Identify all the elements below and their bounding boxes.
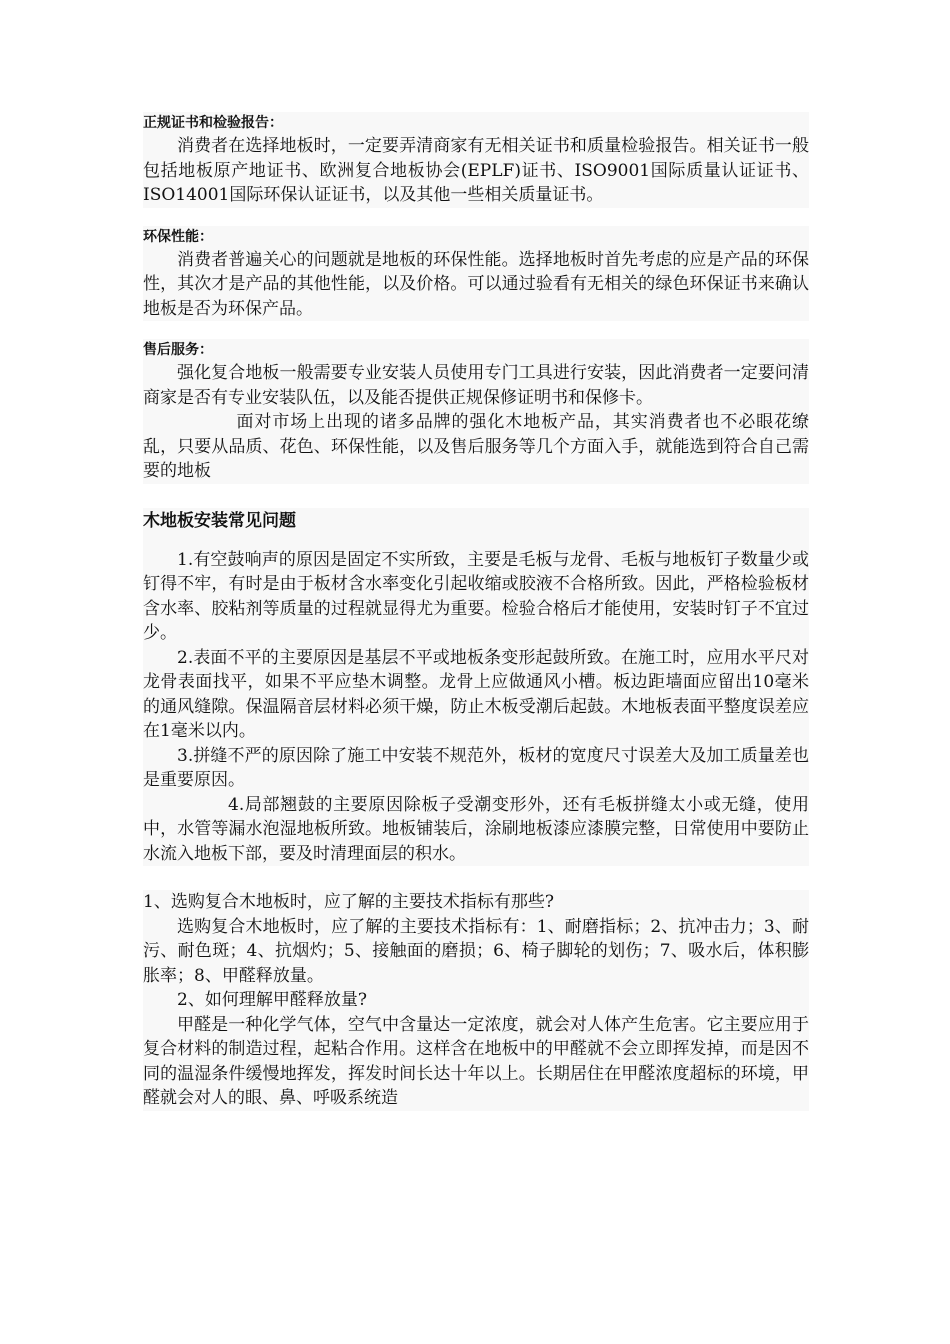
section-service (143, 339, 809, 484)
faq-question-1: 1、选购复合木地板时，应了解的主要技术指标有那些? (143, 892, 554, 912)
heading-eco: 环保性能： (143, 228, 213, 245)
faq-answer-1: 选购复合木地板时，应了解的主要技术指标有：1、耐磨指标；2、抗冲击力；3、耐污、耐色斑；4、抗烟灼；5、接触面的磨损；6、椅子脚轮的划伤；7、吸水后，体积膨胀率；8、甲醛释放量。 (143, 916, 809, 986)
heading-install: 木地板安装常见问题 (143, 510, 296, 531)
section-eco (143, 226, 809, 322)
paragraph-summary: 面对市场上出现的诸多品牌的强化木地板产品，其实消费者也不必眼花缭乱，只要从品质、花色、环保性能，以及售后服务等几个方面入手，就能选到符合自己需要的地板 (143, 412, 809, 481)
section-faq (143, 890, 809, 1111)
section-certificates (143, 112, 809, 208)
heading-certificates: 正规证书和检验报告： (143, 115, 283, 131)
install-item-2: 2.表面不平的主要原因是基层不平或地板条变形起鼓所致。在施工时，应用水平尺对龙骨表面找平，如果不平应垫木调整。龙骨上应做通风小槽。板边距墙面应留出10毫米的通风缝隙。保温隔音层材料必须干燥，防止木板受潮后起鼓。木地板表面平整度误差应在1毫米以内。 (143, 647, 809, 741)
section-install (143, 508, 809, 867)
document-page (143, 112, 809, 1111)
paragraph-certificates: 消费者在选择地板时，一定要弄清商家有无相关证书和质量检验报告。相关证书一般包括地板原产地证书、欧洲复合地板协会(EPLF)证书、ISO9001国际质量认证证书、ISO14001国际环保认证证书，以及其他一些相关质量证书。 (143, 136, 809, 205)
install-item-1: 1.有空鼓响声的原因是固定不实所致，主要是毛板与龙骨、毛板与地板钉子数量少或钉得不牢，有时是由于板材含水率变化引起收缩或胶液不合格所致。因此，严格检验板材含水率、胶粘剂等质量的过程就显得尤为重要。检验合格后才能使用，安装时钉子不宜过少。 (143, 549, 809, 643)
paragraph-eco: 消费者普遍关心的问题就是地板的环保性能。选择地板时首先考虑的应是产品的环保性，其次才是产品的其他性能，以及价格。可以通过验看有无相关的绿色环保证书来确认地板是否为环保产品。 (143, 249, 809, 319)
heading-service: 售后服务： (143, 342, 213, 358)
paragraph-service: 强化复合地板一般需要专业安装人员使用专门工具进行安装，因此消费者一定要问清商家是否有专业安装队伍，以及能否提供正规保修证明书和保修卡。 (143, 363, 809, 408)
install-item-3: 3.拼缝不严的原因除了施工中安装不规范外，板材的宽度尺寸误差大及加工质量差也是重要原因。 (143, 745, 809, 790)
faq-question-2: 2、如何理解甲醛释放量? (177, 990, 367, 1010)
faq-answer-2: 甲醛是一种化学气体，空气中含量达一定浓度，就会对人体产生危害。它主要应用于复合材料的制造过程，起粘合作用。这样含在地板中的甲醛就不会立即挥发掉，而是因不同的温湿条件缓慢地挥发，挥发时间长达十年以上。长期居住在甲醛浓度超标的环境，甲醛就会对人的眼、鼻、呼吸系统造 (143, 1014, 809, 1108)
install-item-4: 4.局部翘鼓的主要原因除板子受潮变形外，还有毛板拼缝太小或无缝，使用中，水管等漏水泡湿地板所致。地板铺装后，涂刷地板漆应漆膜完整，日常使用中要防止水流入地板下部，要及时清理面层的积水。 (143, 794, 809, 864)
